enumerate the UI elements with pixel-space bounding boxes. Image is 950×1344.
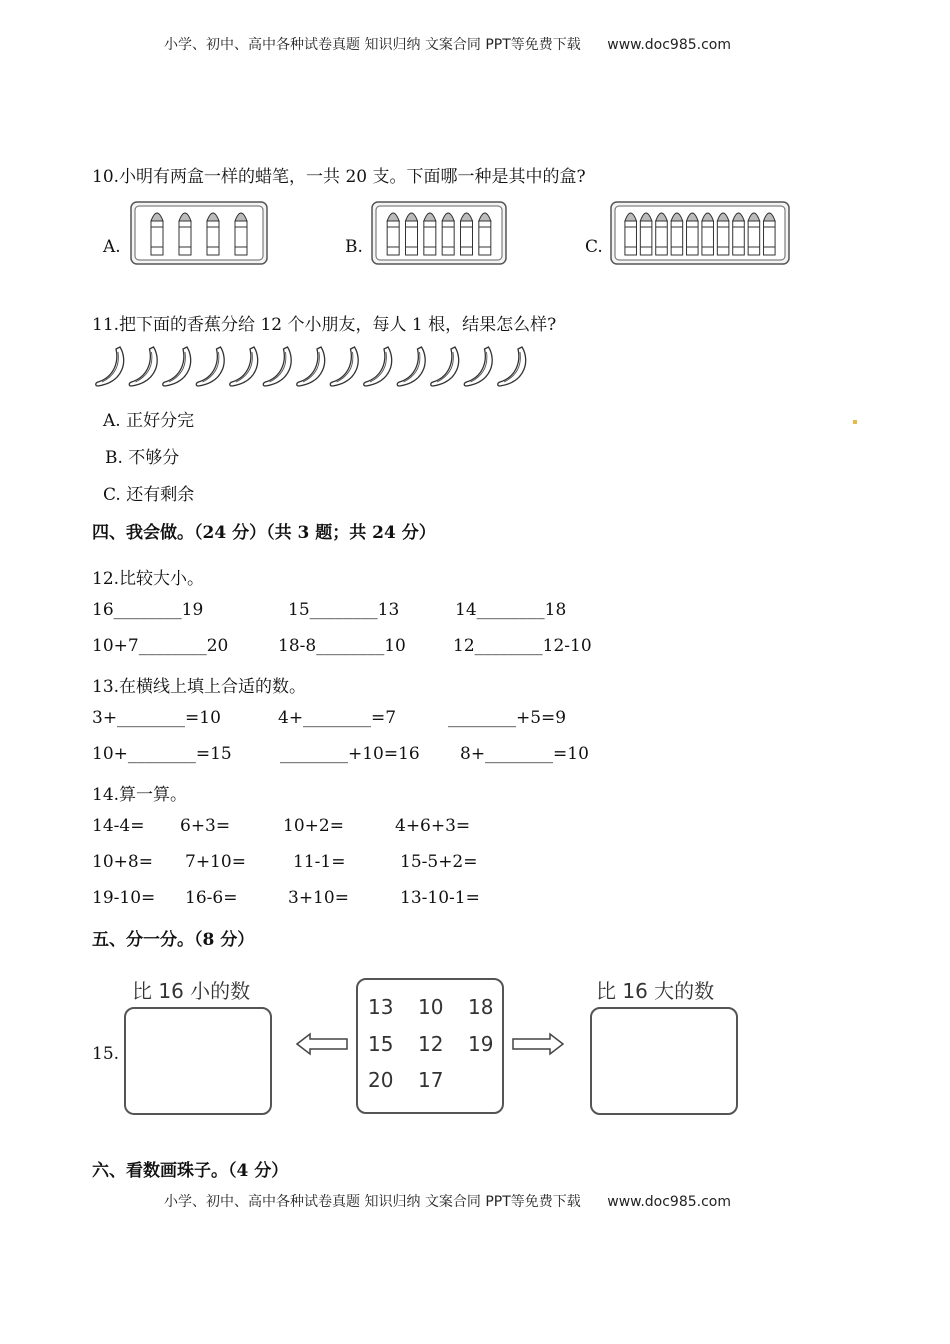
q10-question: 10.小明有两盒一样的蜡笔，一共 20 支。下面哪一种是其中的盒? [92,167,586,187]
crayon-icon [748,213,760,255]
crayon-icon [461,213,473,255]
q12-item: 18-8________10 [278,636,406,656]
banana-icon [364,347,392,386]
banana-icon [498,347,526,386]
q11-option-a: A. 正好分完 [103,411,195,431]
banana-icon [230,347,258,386]
pool-number: 15 [368,1032,394,1056]
crayon-icon [387,213,399,255]
q14-item: 11-1= [293,852,346,872]
header-site: www.doc985.com [607,37,731,53]
q11-option-b: B. 不够分 [105,448,180,468]
banana-icon [96,347,124,386]
q13-item: ________+5=9 [448,708,567,728]
q14-item: 13-10-1= [400,888,480,908]
q13-item: 3+________=10 [92,708,221,728]
q10-option-a-label: A. [103,237,121,257]
crayon-icon [687,213,699,255]
crayon-icon [764,213,776,255]
q12-title: 12.比较大小。 [92,569,205,589]
q11-option-c: C. 还有剩余 [103,485,195,505]
q10-option-c-label: C. [585,237,603,257]
right-answer-box [590,1007,738,1115]
crayon-icon [671,213,683,255]
pool-number: 12 [418,1032,444,1056]
q13-title: 13.在横线上填上合适的数。 [92,677,307,697]
right-box-label: 比 16 大的数 [596,979,715,1003]
banana-icon [129,347,157,386]
banana-icon [297,347,325,386]
crayon-icon [235,213,247,255]
banana-icon [196,347,224,386]
q12-item: 12________12-10 [453,636,592,656]
q14-item: 10+2= [283,816,344,836]
crayon-icon [424,213,436,255]
q14-item: 6+3= [180,816,231,836]
q12-item: 14________18 [455,600,567,620]
crayon-icon [406,213,418,255]
crayon-icon [717,213,729,255]
q14-item: 10+8= [92,852,153,872]
left-arrow-icon [296,1033,348,1055]
crayon-icon [207,213,219,255]
left-answer-box [124,1007,272,1115]
q13-item: 10+________=15 [92,744,232,764]
q10-option-b-label: B. [345,237,363,257]
banana-icon [431,347,459,386]
crayon-icon [640,213,652,255]
stray-dot [853,420,857,424]
left-box-label: 比 16 小的数 [132,979,251,1003]
pool-number: 13 [368,995,394,1019]
pool-number: 10 [418,995,444,1019]
banana-icon [330,347,358,386]
crayon-icon [479,213,491,255]
page-footer [164,1191,731,1211]
right-arrow-icon [512,1033,564,1055]
banana-icon [163,347,191,386]
q13-item: 4+________=7 [278,708,397,728]
banana-row [90,344,540,390]
pool-number: 19 [468,1032,494,1056]
section-4-title: 四、我会做。（24 分）（共 3 题；共 24 分） [92,523,436,543]
q14-item: 14-4= [92,816,145,836]
banana-icon [464,347,492,386]
crayon-icon [179,213,191,255]
crayon-icon [442,213,454,255]
q14-item: 19-10= [92,888,156,908]
crayon-box-a [128,199,270,267]
header-text: 小学、初中、高中各种试卷真题 知识归纳 文案合同 PPT等免费下载 [164,37,581,53]
pool-number: 20 [368,1068,394,1092]
q14-title: 14.算一算。 [92,785,188,805]
page-header [164,34,731,54]
footer-site: www.doc985.com [607,1194,731,1210]
banana-icon [397,347,425,386]
q14-item: 7+10= [185,852,246,872]
crayon-icon [656,213,668,255]
crayon-icon [625,213,637,255]
crayon-icon [702,213,714,255]
crayon-box-b [369,199,509,267]
q13-item: 8+________=10 [460,744,589,764]
crayon-icon [151,213,163,255]
q14-item: 16-6= [185,888,238,908]
q13-item: ________+10=16 [280,744,420,764]
q12-item: 10+7________20 [92,636,229,656]
q12-item: 16________19 [92,600,204,620]
section-6-title: 六、看数画珠子。（4 分） [92,1161,289,1181]
q14-item: 4+6+3= [395,816,471,836]
banana-icon [263,347,291,386]
crayon-icon [733,213,745,255]
footer-text: 小学、初中、高中各种试卷真题 知识归纳 文案合同 PPT等免费下载 [164,1194,581,1210]
crayon-box-c [608,199,792,267]
pool-number: 17 [418,1068,444,1092]
section-5-title: 五、分一分。（8 分） [92,930,255,950]
pool-number: 18 [468,995,494,1019]
q11-question: 11.把下面的香蕉分给 12 个小朋友，每人 1 根，结果怎么样? [92,315,557,335]
q14-item: 3+10= [288,888,349,908]
q14-item: 15-5+2= [400,852,478,872]
q12-item: 15________13 [288,600,400,620]
q15-number: 15. [92,1044,120,1064]
